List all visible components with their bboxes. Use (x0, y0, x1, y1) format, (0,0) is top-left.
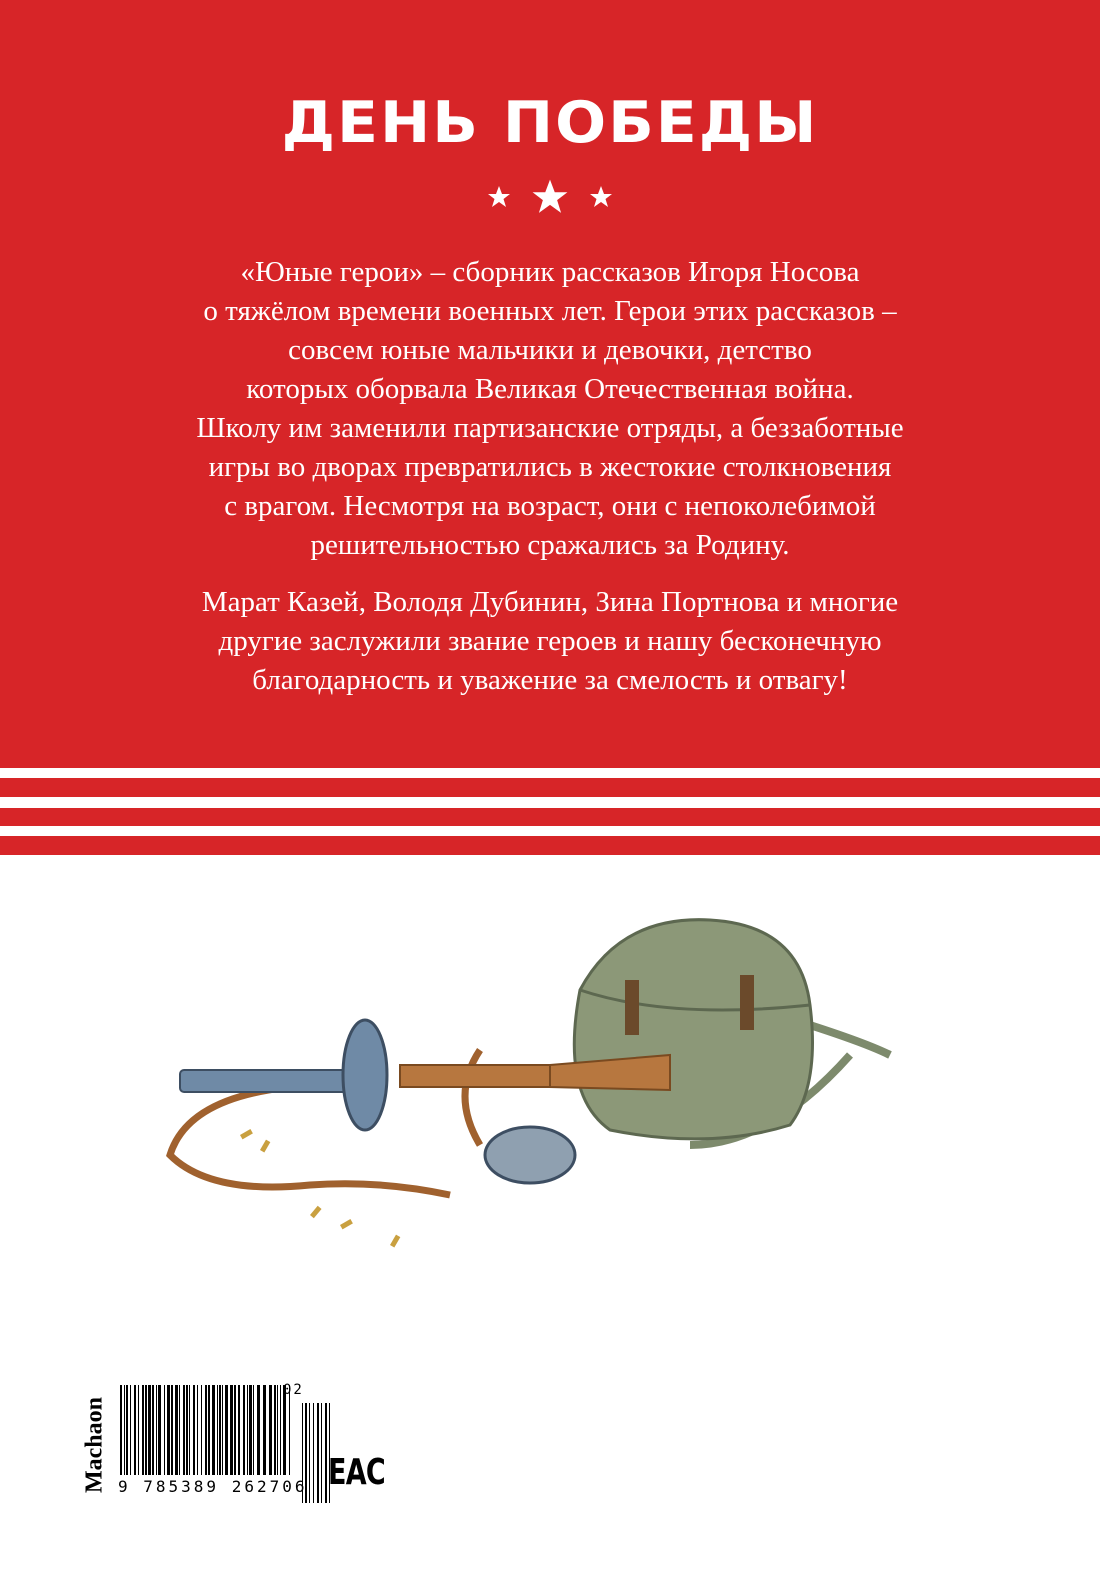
text-line: «Юные герои» – сборник рассказов Игоря Носова (240, 256, 860, 288)
barcode-bar (167, 1385, 170, 1475)
barcode-bar (208, 1385, 210, 1475)
barcode-bar (124, 1385, 125, 1475)
barcode-bar (193, 1385, 195, 1475)
barcode-bar (134, 1385, 136, 1475)
barcode-bar (274, 1385, 276, 1475)
text-line: Марат Казей, Володя Дубинин, Зина Портнова и многие (201, 586, 899, 618)
barcode-bar (253, 1385, 254, 1475)
barcode-bar (183, 1385, 185, 1475)
barcode-bar (156, 1385, 157, 1475)
barcode-bar (152, 1385, 154, 1475)
barcode-bar (269, 1385, 272, 1475)
barcode-bar (263, 1385, 266, 1475)
barcode-bar (283, 1385, 286, 1475)
text-line: решительностью сражались за Родину. (310, 529, 790, 561)
text-line: Школу им заменили партизанские отряды, а беззаботные (196, 412, 904, 444)
barcode-bar (179, 1385, 180, 1475)
stripe (0, 778, 1100, 797)
drum-magazine-icon (485, 1127, 575, 1183)
barcode-bar (317, 1403, 319, 1503)
publisher-name: Machaon (81, 1397, 108, 1493)
barcode-bar (205, 1385, 207, 1475)
backpack-icon (574, 920, 812, 1139)
barcode-bar (197, 1385, 198, 1475)
eac-mark: ЕАС (328, 1452, 385, 1493)
barcode-bar (257, 1385, 260, 1475)
barcode-bar (225, 1385, 228, 1475)
barcode-bar (277, 1385, 278, 1475)
star-icon (531, 178, 569, 221)
text-line: игры во дворах превратились в жестокие столкновения (208, 451, 892, 483)
isbn-digits: 9 785389 262706 (118, 1477, 308, 1496)
barcode-bar (249, 1385, 252, 1475)
barcode-bar (243, 1385, 245, 1475)
barcode-bar (321, 1403, 322, 1503)
barcode-bar (148, 1385, 151, 1475)
barcode-bar (126, 1385, 128, 1475)
barcode-bar (212, 1385, 215, 1475)
barcode-bar (217, 1385, 218, 1475)
star-icon (589, 185, 613, 214)
barcode-bar (219, 1385, 221, 1475)
text-line: которых оборвала Великая Отечественная война. (246, 373, 854, 405)
barcode-bar (186, 1385, 188, 1475)
barcode-bar (120, 1385, 122, 1475)
barcode-bar (238, 1385, 240, 1475)
three-stars-icon (0, 178, 1100, 221)
star-icon (487, 185, 511, 214)
stripe (0, 836, 1100, 855)
barcode-bar (280, 1385, 281, 1475)
text-line: с врагом. Несмотря на возраст, они с непоколебимой (224, 490, 876, 522)
barcode-bar (138, 1385, 139, 1475)
text-line: о тяжёлом времени военных лет. Герои этих рассказов – (203, 295, 897, 327)
barcode-bar (325, 1403, 327, 1503)
barcode-bar (130, 1385, 131, 1475)
barcode-bar (234, 1385, 236, 1475)
text-line: другие заслужили звание героев и нашу бесконечную (218, 625, 882, 657)
barcode-bar (230, 1385, 233, 1475)
barcode-bar (247, 1385, 248, 1475)
barcode-bar (189, 1385, 190, 1475)
barcode-bar (175, 1385, 178, 1475)
barcode-bar (222, 1385, 223, 1475)
description-paragraph (60, 253, 1040, 565)
barcode-bar (289, 1385, 290, 1475)
barcode-bar (309, 1403, 310, 1503)
stripe (0, 808, 1100, 826)
text-line: совсем юные мальчики и девочки, детство (288, 334, 812, 366)
barcode-bar (171, 1385, 173, 1475)
barcode-addon: 02 (283, 1382, 304, 1398)
barcode-bar (201, 1385, 202, 1475)
heroes-paragraph (60, 583, 1040, 700)
barcode-bar (142, 1385, 144, 1475)
illustration-rifle-and-bag (150, 895, 910, 1275)
barcode-bar (164, 1385, 165, 1475)
text-line: благодарность и уважение за смелость и отвагу! (252, 664, 848, 696)
barcode-bar (313, 1403, 314, 1503)
cover-title: ДЕНЬ ПОБЕДЫ (281, 89, 819, 157)
barcode-bar (158, 1385, 161, 1475)
barcode-bar (145, 1385, 147, 1475)
